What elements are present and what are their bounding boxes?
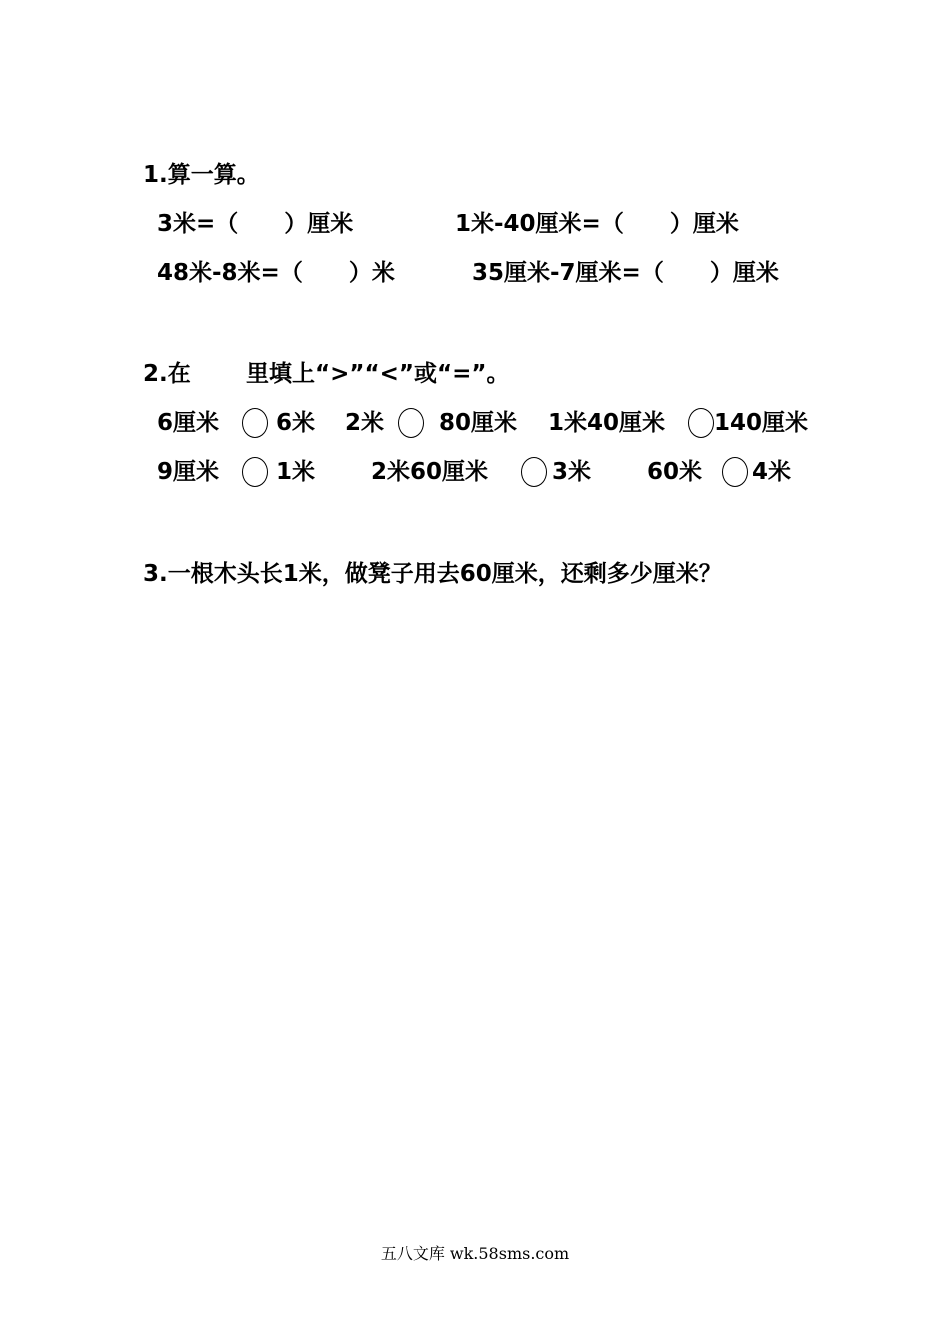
q1-title: 1.算一算。 (143, 162, 260, 188)
compare-circle[interactable] (242, 457, 268, 487)
q2-term: 1米40厘米 (548, 410, 666, 436)
q2-term: 2米60厘米 (371, 459, 489, 485)
q1-item: 1米-40厘米=（ ）厘米 (455, 211, 739, 237)
q2-term: 3米 (552, 459, 592, 485)
q2-term: 1米 (276, 459, 316, 485)
q2-term: 6米 (276, 410, 316, 436)
q1-item: 35厘米-7厘米=（ ）厘米 (472, 260, 779, 286)
q3-text: 3.一根木头长1米，做凳子用去60厘米，还剩多少厘米？ (143, 561, 722, 587)
q2-term: 2米 (345, 410, 385, 436)
compare-circle[interactable] (398, 408, 424, 438)
footer-watermark: 五八文库 wk.58sms.com (380, 1244, 570, 1263)
q2-term: 60米 (647, 459, 703, 485)
q2-term: 6厘米 (157, 410, 220, 436)
q2-title-start: 2.在 (143, 361, 191, 387)
q2-term: 4米 (752, 459, 792, 485)
q1-item: 48米-8米=（ ）米 (157, 260, 395, 286)
compare-circle[interactable] (521, 457, 547, 487)
q2-term: 9厘米 (157, 459, 220, 485)
q2-term: 80厘米 (439, 410, 518, 436)
compare-circle[interactable] (722, 457, 748, 487)
q1-item: 3米=（ ）厘米 (157, 211, 354, 237)
q2-term: 140厘米 (714, 410, 809, 436)
compare-circle[interactable] (688, 408, 714, 438)
q2-title-end: 里填上“>”“<”或“=”。 (246, 361, 510, 387)
compare-circle[interactable] (242, 408, 268, 438)
